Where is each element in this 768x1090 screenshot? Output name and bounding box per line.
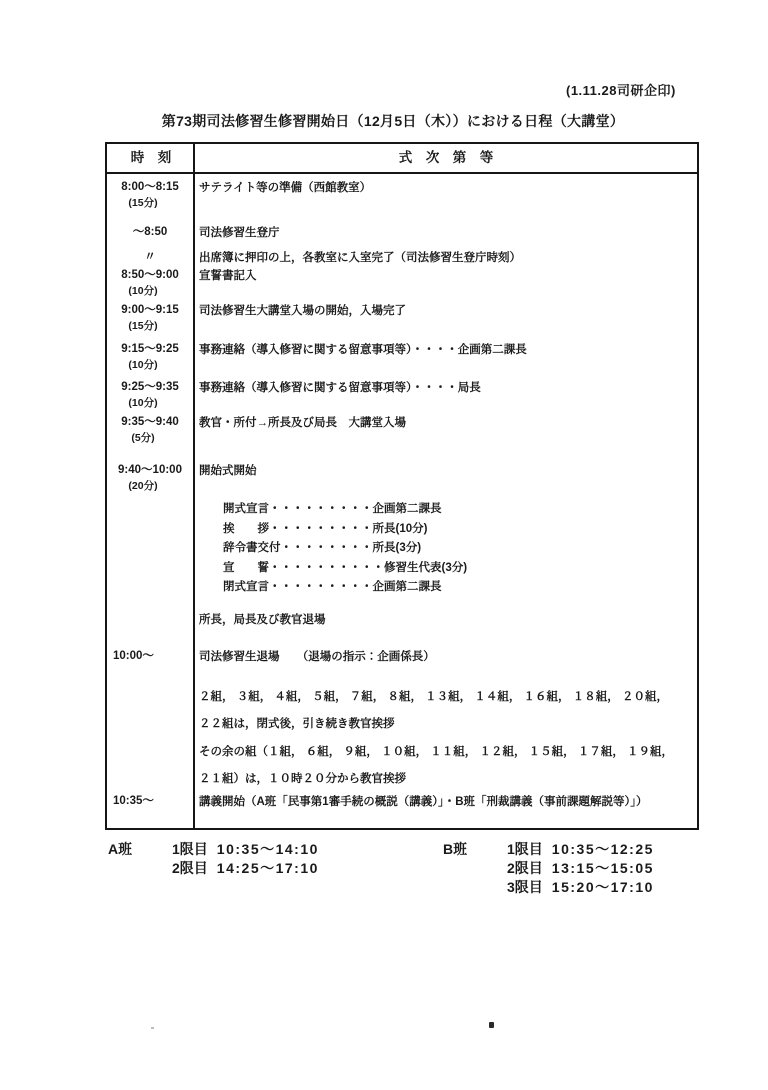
time-value: 10:35～ xyxy=(113,795,154,807)
table-row xyxy=(107,303,697,334)
period-row xyxy=(172,840,319,859)
group-b-schedule xyxy=(443,840,654,897)
group-list-line: ２１組）は，１０時２０分から教官挨拶 xyxy=(199,773,406,785)
group-list-line: ２組， ３組， ４組， ５組， ７組， ８組， １３組， １４組， １６組， １８組， ２０組， xyxy=(199,691,668,703)
period-time: 13:15～15:05 xyxy=(551,860,654,876)
table-row xyxy=(107,415,697,446)
program-cell xyxy=(193,500,697,598)
time-value: ～8:50 xyxy=(132,226,168,238)
table-header-row xyxy=(107,144,697,174)
program-line: 司法修習生退場 （退場の指示：企画係長） xyxy=(199,651,435,663)
program-cell xyxy=(193,612,697,628)
program-cell xyxy=(193,794,697,810)
table-row xyxy=(107,342,697,373)
group-list-line: ２２組は，閉式後，引き続き教官挨拶 xyxy=(199,718,395,730)
program-cell xyxy=(193,649,697,665)
time-value: 10:00～ xyxy=(113,650,154,662)
table-row xyxy=(107,250,697,266)
program-line: 講義開始（A班「民事第1審手続の概説（講義）」・B班「刑裁講義（事前課題解説等）」） xyxy=(199,796,648,808)
program-line: 事務連絡（導入修習に関する留意事項等）・・・・局長 xyxy=(199,382,481,394)
program-cell xyxy=(193,463,697,479)
duration-value: (10分) xyxy=(128,359,158,371)
time-cell xyxy=(107,303,193,334)
period-row xyxy=(507,859,654,878)
program-cell xyxy=(193,342,697,358)
program-line: 事務連絡（導入修習に関する留意事項等）・・・・企画第二課長 xyxy=(199,344,527,356)
ceremony-line: 宣 誓・・・・・・・・・・修習生代表(3分) xyxy=(223,561,468,574)
program-line: 所長，局長及び教官退場 xyxy=(199,614,326,626)
time-cell xyxy=(107,225,193,240)
time-value: 8:50～9:00 xyxy=(121,269,179,281)
program-line: 開始式開始 xyxy=(199,465,257,477)
program-cell xyxy=(193,303,697,319)
time-cell xyxy=(107,794,193,809)
column-header-time: 時 刻 xyxy=(130,150,172,165)
program-cell xyxy=(193,415,697,431)
program-cell xyxy=(193,268,697,284)
table-row xyxy=(107,794,697,810)
table-row xyxy=(107,225,697,241)
period-list xyxy=(172,840,319,878)
table-row xyxy=(107,612,697,628)
duration-value: (15分) xyxy=(128,320,158,332)
program-line: 司法修習生大講堂入場の開始，入場完了 xyxy=(199,305,406,317)
table-row xyxy=(107,463,697,494)
program-cell xyxy=(193,250,697,266)
table-row-ceremony xyxy=(107,500,697,598)
group-a-schedule xyxy=(108,840,319,878)
ceremony-line: 開式宣言・・・・・・・・・企画第二課長 xyxy=(223,503,442,515)
table-row xyxy=(107,380,697,411)
period-list xyxy=(507,840,654,897)
period-row xyxy=(172,859,319,878)
duration-value: (15分) xyxy=(128,197,158,209)
duration-value: (5分) xyxy=(131,432,155,444)
column-header-program: 式 次 第 等 xyxy=(398,150,494,165)
program-cell xyxy=(193,225,697,241)
period-label: 3限目 xyxy=(507,879,543,895)
time-value: 8:00～8:15 xyxy=(121,181,179,193)
time-value: 9:00～9:15 xyxy=(121,304,179,316)
table-row xyxy=(107,180,697,211)
period-label: 1限目 xyxy=(172,841,208,857)
time-cell xyxy=(107,180,193,211)
table-row xyxy=(107,739,697,793)
period-label: 2限目 xyxy=(172,860,208,876)
scan-speckle xyxy=(489,1022,494,1028)
ceremony-line: 閉式宣言・・・・・・・・・企画第二課長 xyxy=(223,581,442,594)
time-cell xyxy=(107,342,193,373)
period-time: 10:35～14:10 xyxy=(216,841,319,857)
time-cell xyxy=(107,463,193,494)
scan-speckle xyxy=(151,1027,154,1029)
program-cell xyxy=(193,739,697,793)
time-cell xyxy=(107,415,193,446)
ditto-mark: 〃 xyxy=(144,251,156,263)
period-row xyxy=(507,840,654,859)
period-time: 10:35～12:25 xyxy=(551,841,654,857)
ceremony-line: 辞令書交付・・・・・・・・所長(3分) xyxy=(223,542,422,555)
table-row xyxy=(107,268,697,299)
program-line: 教官・所付→所長及び局長 大講堂入場 xyxy=(199,417,406,429)
program-line: 宣誓書記入 xyxy=(199,270,257,282)
period-label: 2限目 xyxy=(507,860,543,876)
duration-value: (10分) xyxy=(128,397,158,409)
period-time: 14:25～17:10 xyxy=(216,860,319,876)
period-time: 15:20～17:10 xyxy=(551,879,654,895)
period-row xyxy=(507,878,654,897)
schedule-table xyxy=(105,142,699,830)
table-row xyxy=(107,649,697,665)
duration-value: (10分) xyxy=(128,285,158,297)
time-value: 9:35～9:40 xyxy=(121,416,179,428)
program-cell xyxy=(193,380,697,396)
time-cell xyxy=(107,649,193,664)
duration-value: (20分) xyxy=(128,480,158,492)
time-cell xyxy=(107,250,193,265)
page-title: 第73期司法修習生修習開始日（12月5日（木））における日程（大講堂） xyxy=(161,113,625,129)
stamp-note: (1.11.28司研企印) xyxy=(566,83,676,98)
group-list-line: その余の組（１組， ６組， ９組， １０組， １１組， １２組， １５組， １７組， １９組， xyxy=(199,746,674,758)
program-line: 出席簿に押印の上，各教室に入室完了（司法修習生登庁時刻） xyxy=(199,252,521,264)
group-label: A班 xyxy=(108,841,133,857)
time-value: 9:25～9:35 xyxy=(121,381,179,393)
program-cell xyxy=(193,180,697,196)
period-label: 1限目 xyxy=(507,841,543,857)
program-line: 司法修習生登庁 xyxy=(199,227,280,239)
group-label: B班 xyxy=(443,841,468,857)
table-row xyxy=(107,684,697,738)
time-value: 9:15～9:25 xyxy=(121,343,179,355)
time-cell xyxy=(107,380,193,411)
time-cell xyxy=(107,268,193,299)
program-cell xyxy=(193,684,697,738)
program-line: サテライト等の準備（西館教室） xyxy=(199,182,372,194)
ceremony-line: 挨 拶・・・・・・・・・所長(10分) xyxy=(223,522,428,535)
time-value: 9:40～10:00 xyxy=(118,464,182,476)
